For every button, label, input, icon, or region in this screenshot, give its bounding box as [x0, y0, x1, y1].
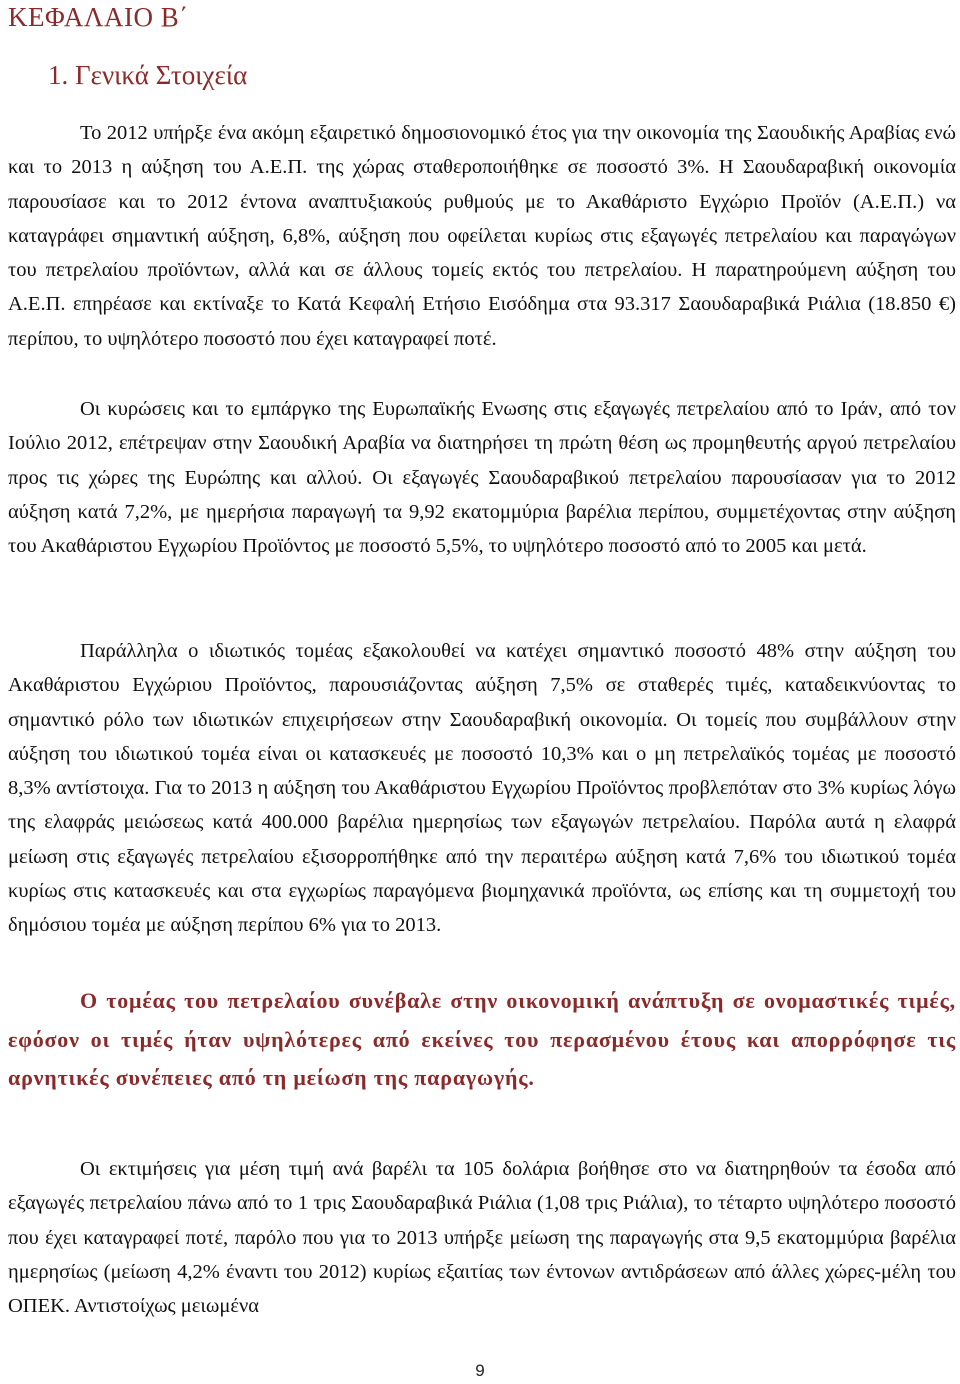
chapter-title: ΚΕΦΑΛΑΙΟ Β΄: [8, 2, 189, 32]
page-number: 9: [475, 1361, 485, 1380]
highlight-paragraph-oil-sector: Ο τομέας του πετρελαίου συνέβαλε στην οικονομική ανάπτυξη σε ονομαστικές τιμές, εφόσον οι τιμές ήταν υψηλότερες από εκείνες του περασμένου έτους και απορρόφησε τις αρνητικές συνέπειες από τη μείωση της παραγωγής.: [8, 988, 956, 1090]
section-title: 1. Γενικά Στοιχεία: [48, 60, 248, 90]
paragraph-oil-exports: Οι κυρώσεις και το εμπάργκο της Ευρωπαϊκής Ενωσης στις εξαγωγές πετρελαίου από το Ιράν, από τον Ιούλιο 2012, επέτρεψαν στην Σαουδική Αραβία να διατηρήσει τη πρώτη θέση ως προμηθευτής αργού πετρελαίου προς τις χώρες της Ευρώπης και αλλού. Οι εξαγωγές Σαουδαραβικού πετρελαίου παρουσίασαν για το 2012 αύξηση κατά 7,2%, με ημερήσια παραγωγή τα 9,92 εκατομμύρια βαρέλια περίπου, συμμετέχοντας στην αύξηση του Ακαθάριστου Εγχωρίου Προϊόντος με ποσοστό 5,5%, το υψηλότερο ποσοστό από το 2005 και μετά.: [8, 398, 956, 558]
paragraph-private-sector: Παράλληλα ο ιδιωτικός τομέας εξακολουθεί να κατέχει σημαντικό ποσοστό 48% στην αύξηση του Ακαθάριστου Εγχώριου Προϊόντος, παρουσιάζοντας αύξηση 7,5% σε σταθερές τιμές, καταδεικνύοντας το σημαντικό ρόλο των ιδιωτικών επιχειρήσεων στην Σαουδαραβική οικονομία. Οι τομείς που συμβάλλουν στην αύξηση του ιδιωτικού τομέα είναι οι κατασκευές με ποσοστό 10,3% και ο μη πετρελαϊκός τομέας με ποσοστό 8,3% αντίστοιχα. Για το 2013 η αύξηση του Ακαθάριστου Εγχωρίου Προϊόντος προβλεπόταν στο 3% κυρίως λόγω της ελαφράς μειώσεως κατά 400.000 βαρέλια ημερησίως των εξαγωγών πετρελαίου. Παρόλα αυτά η ελαφρά μείωση στις εξαγωγές πετρελαίου εξισορροπήθηκε από την περαιτέρω αύξηση κατά 7,6% του ιδιωτικού τομέα κυρίως στις κατασκευές και στα εγχωρίως παραγόμενα βιομηχανικά προϊόντα, ως επίσης και τη συμμετοχή του δημόσιου τομέα με αύξηση περίπου 6% για το 2013.: [8, 640, 956, 937]
paragraph-oil-revenues: Οι εκτιμήσεις για μέση τιμή ανά βαρέλι τα 105 δολάρια βοήθησε στο να διατηρηθούν τα έσοδα από εξαγωγές πετρελαίου πάνω από το 1 τρις Σαουδαραβικά Ριάλια (1,08 τρις Ριάλια), το τέταρτο υψηλότερο ποσοστό που έχει καταγραφεί ποτέ, παρόλο που για το 2013 υπήρξε μείωση της παραγωγής στα 9,5 εκατομμύρια βαρέλια ημερησίως (μείωση 4,2% έναντι του 2012) κυρίως εξαιτίας των έντονων αντιδράσεων από άλλες χώρες-μέλη του ΟΠΕΚ. Αντιστοίχως μειωμένα: [8, 1158, 956, 1318]
paragraph-general-overview: Το 2012 υπήρξε ένα ακόμη εξαιρετικό δημοσιονομικό έτος για την οικονομία της Σαουδικής Αραβίας ενώ και το 2013 η αύξηση του Α.Ε.Π. της χώρας σταθεροποιήθηκε σε ποσοστό 3%. Η Σαουδαραβική οικονομία παρουσίασε και το 2012 έντονα αναπτυξιακούς ρυθμούς με το Ακαθάριστο Εγχώριο Προϊόν (Α.Ε.Π.) να καταγράφει σημαντική αύξηση, 6,8%, αύξηση που οφείλεται κυρίως στις εξαγωγές πετρελαίου και παραγώγων του πετρελαίου προϊόντων, αλλά και σε άλλους τομείς εκτός του πετρελαίου. Η παρατηρούμενη αύξηση του Α.Ε.Π. επηρέασε και εκτίναξε το Κατά Κεφαλή Ετήσιο Εισόδημα στα 93.317 Σαουδαραβικά Ριάλια (18.850 €) περίπου, το υψηλότερο ποσοστό που έχει καταγραφεί ποτέ.: [8, 122, 956, 350]
